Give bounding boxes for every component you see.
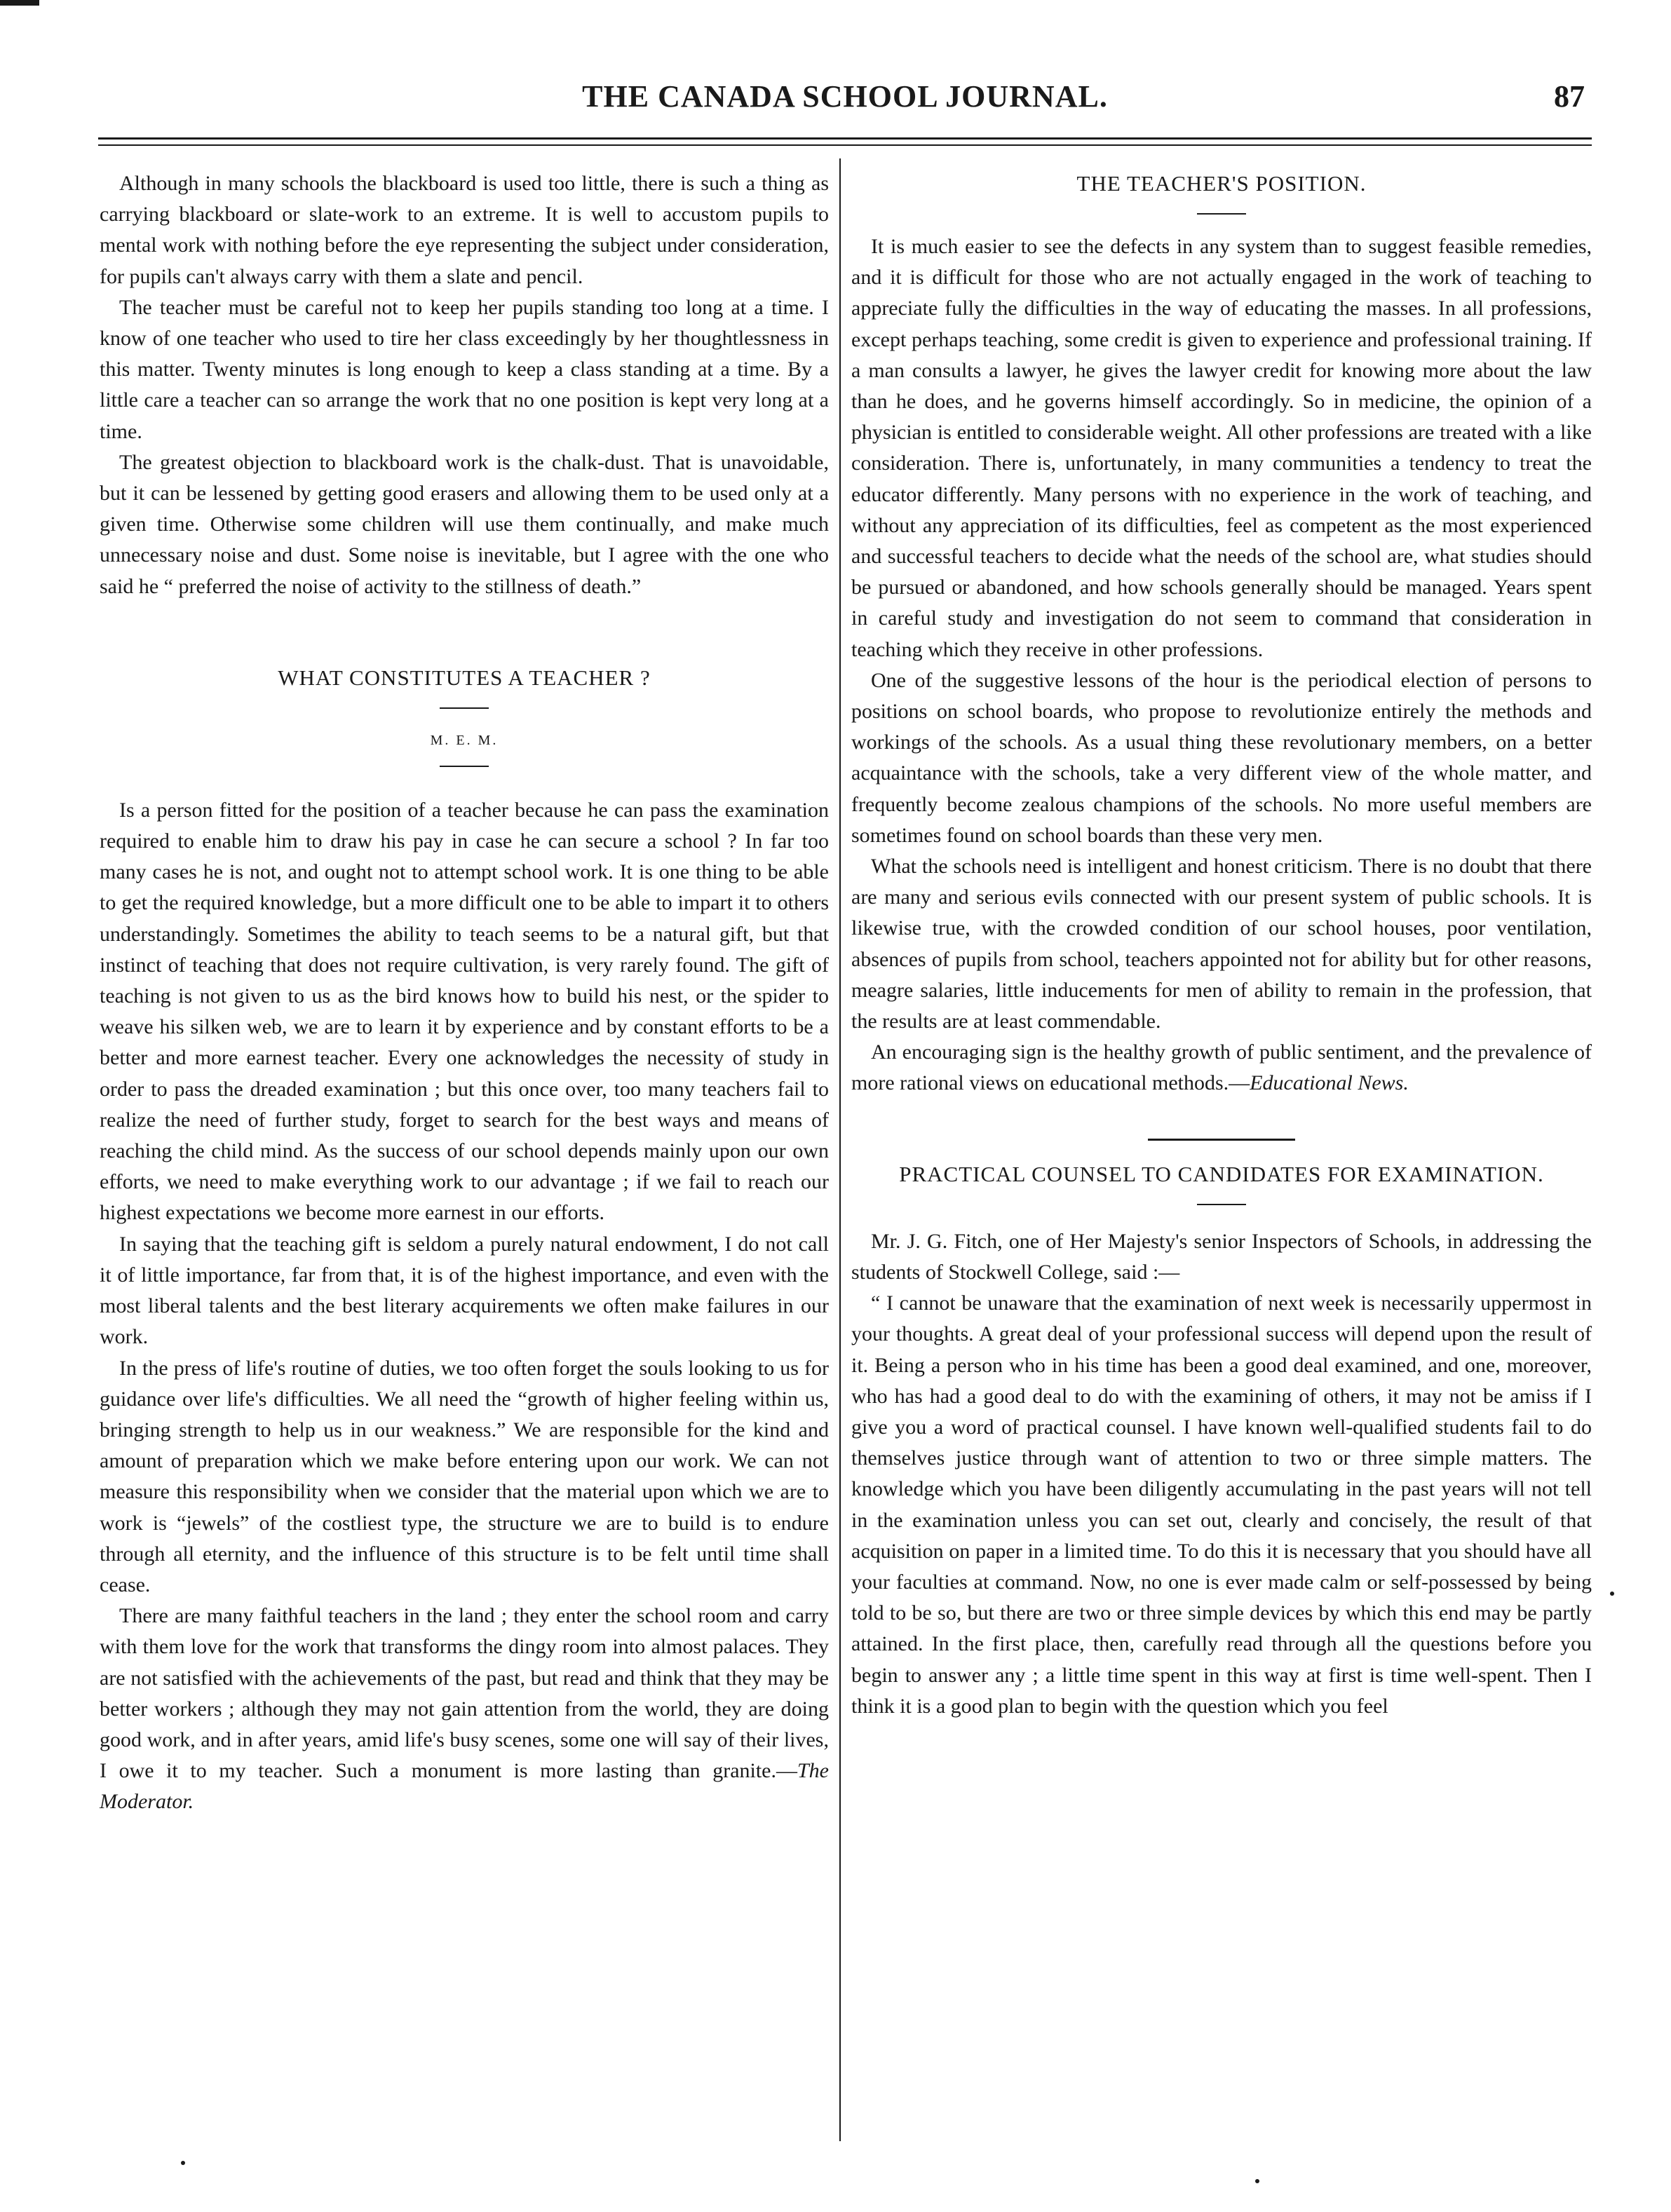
article-paragraph: One of the suggestive lessons of the hour is the periodical election of persons to positions on school boards, who propose to revolutionize entirely the methods and workings of the schools. As a usual thing these revolutionary members, on a better acquaintance with the schools, take a very different view of the whole matter, and frequently become zealous champions of the schools. No more useful members are sometimes found on school boards than these very men. <box>851 668 1592 847</box>
intro-paragraph: The greatest objection to blackboard work is the chalk-dust. That is unavoidable, but it can be lessened by getting good erasers and allowing them to be used only at a given time. Otherwise some children will use them continually, and make much unnecessary noise and dust. Some noise is inevitable, but I agree with the one who said he “ preferred the noise of activity to the stillness of death.” <box>100 450 829 598</box>
article-title-what-constitutes: WHAT CONSTITUTES A TEACHER ? <box>278 665 651 690</box>
intro-paragraph: The teacher must be careful not to keep her pupils standing too long at a time. I know of one teacher who used to tire her class exceedingly by her thoughtlessness in this matter. Twenty minutes is long enough to keep a class standing at a time. By a little care a teacher can so arrange the work that no one position is kept very long at a time. <box>100 295 829 443</box>
article-paragraph: Mr. J. G. Fitch, one of Her Majesty's senior Inspectors of Schools, in addressing the students of Stockwell College, said :— <box>851 1229 1592 1284</box>
section-rule <box>1197 1204 1246 1205</box>
article-paragraph-text: There are many faithful teachers in the land ; they enter the school room and carry with them love for the work that transforms the dingy room into almost palaces. They are not satisfied with the achievements of the past, but read and think that they may be better workers ; although they may not gain attention from the world, they are doing good work, and in after years, amid life's busy scenes, some one will say of their lives, I owe it to my teacher. Such a monument is more lasting than granite.— <box>100 1604 829 1783</box>
print-speck <box>1255 2179 1259 2183</box>
article-paragraph: It is much easier to see the defects in any system than to suggest feasible remedies, and it is difficult for those who are not actually engaged in the work of teaching to appreciate fully the difficulties in the way of educating the masses. In all professions, except perhaps teaching, some credit is given to experience and professional training. If a man consults a lawyer, he gives the lawyer credit for knowing more about the law than he does, and he governs himself accordingly. So in medicine, the opinion of a physician is entitled to considerable weight. All other professions are treated with a like consideration. There is, unfortunately, in many communities a tendency to treat the educator differently. Many persons with no experience in the work of teaching, and without any appreciation of its difficulties, feel as competent as the most experienced and successful teachers to decide what the needs of the school are, what studies should be pursued or abandoned, and how schools generally should be managed. Years spent in careful study and investigation do not seem to command that consideration in teaching which they receive in other professions. <box>851 235 1592 661</box>
article-source: Educational News. <box>1250 1071 1409 1095</box>
journal-title: THE CANADA SCHOOL JOURNAL. <box>582 79 1108 114</box>
page-number: 87 <box>1554 79 1585 114</box>
article-paragraph: In the press of life's routine of duties, we too often forget the souls looking to us for guidance over life's difficulties. We all need the “growth of higher feeling within us, bringing strength to help us in our weakness.” We are responsible for the kind and amount of preparation which we make before entering upon our work. We can not measure this responsibility when we consider that the material upon which we are to work is “jewels” of the costliest type, the structure we are to build is to endure through all eternity, and the influence of this structure is to be felt until time shall cease. <box>100 1356 829 1596</box>
article-paragraph: What the schools need is intelligent and honest criticism. There is no doubt that there are many and serious evils connected with our present system of public schools. It is likewise true, with the crowded condition of our school houses, poor ventilation, absences of pupils from school, teachers appointed not for ability but for other reasons, meagre salaries, little inducements for men of ability to remain in the profession, that the results are at least commendable. <box>851 855 1592 1033</box>
intro-paragraph: Although in many schools the blackboard is used too little, there is such a thing as carrying blackboard or slate-work to an extreme. It is well to accustom pupils to mental work with nothing before the eye representing the subject under consideration, for pupils can't always carry with them a slate and pencil. <box>100 172 829 288</box>
article-paragraph: Is a person fitted for the position of a teacher because he can pass the examination required to enable him to draw his pay in case he can secure a school ? In far too many cases he is not, and ought not to attempt school work. It is one thing to be able to get the required knowledge, but a more difficult one to be able to impart it to others understandingly. Sometimes the ability to teach seems to be a natural gift, but that instinct of teaching that does not require cultivation, is very rarely found. The gift of teaching is not given to us as the bird knows how to build his nest, or the spider to weave his silken web, we are to learn it by experience and by constant efforts to be a better and more earnest teacher. Every one acknowledges the necessity of study in order to pass the dreaded examination ; but this once over, too many teachers fail to realize the need of further study, forget to search for the best ways and means of reaching the child mind. As the success of our school depends mainly upon our own efforts, we need to make everything work to our advantage ; if we fail to reach our highest expectations we become more earnest in our efforts. <box>100 798 829 1225</box>
corner-mark <box>0 0 39 6</box>
right-column <box>851 168 1592 1722</box>
article-paragraph <box>100 1601 829 1817</box>
header-rule <box>98 137 1592 140</box>
left-column <box>100 168 829 1818</box>
article-paragraph: “ I cannot be unaware that the examination of next week is necessarily uppermost in your thoughts. A great deal of your professional success will depend upon the result of it. Being a person who in his time has been a good deal examined, and one, moreover, who has had a good deal to do with the examining of others, it may not be amiss if I give you a word of practical counsel. I have known well-qualified students fail to do themselves justice through want of attention to two or three simple matters. The knowledge which you have been diligently accumulating in the past years will not tell in the examination unless you can set out, clearly and concisely, the result of that acquisition on paper in a limited time. To do this it is necessary that you should have all your faculties at command. Now, no one is ever made calm or self-possessed by being told to be so, but there are two or three simple devices by which this end may be partly attained. In the first place, then, carefully read through all the questions before you begin to answer any ; a little time spent in this way at first is time well-spent. Then I think it is a good plan to begin with the question which you feel <box>851 1291 1592 1718</box>
article-byline: M. E. M. <box>430 732 499 748</box>
article-title-teachers-position: THE TEACHER'S POSITION. <box>1076 171 1367 196</box>
article-paragraph-text: An encouraging sign is the healthy growth of public sentiment, and the prevalence of more rational views on educational methods.— <box>851 1040 1592 1095</box>
page-header <box>98 79 1592 121</box>
section-rule <box>1197 213 1246 215</box>
article-source: The Moderator. <box>100 1759 829 1814</box>
article-paragraph <box>851 1037 1592 1099</box>
article-separator <box>1148 1139 1295 1141</box>
article-paragraph: In saying that the teaching gift is seldom a purely natural endowment, I do not call it of little importance, far from that, it is of the highest importance, and even with the most liberal talents and the best literary acquirements we often make failures in our work. <box>100 1232 829 1349</box>
section-rule <box>440 766 489 767</box>
section-rule <box>440 707 489 709</box>
print-speck <box>181 2161 185 2165</box>
column-divider <box>839 158 841 2141</box>
article-title-practical-counsel: PRACTICAL COUNSEL TO CANDIDATES FOR EXAMINATION. <box>899 1161 1544 1186</box>
print-speck <box>1610 1592 1614 1596</box>
header-rule-secondary <box>98 144 1592 146</box>
